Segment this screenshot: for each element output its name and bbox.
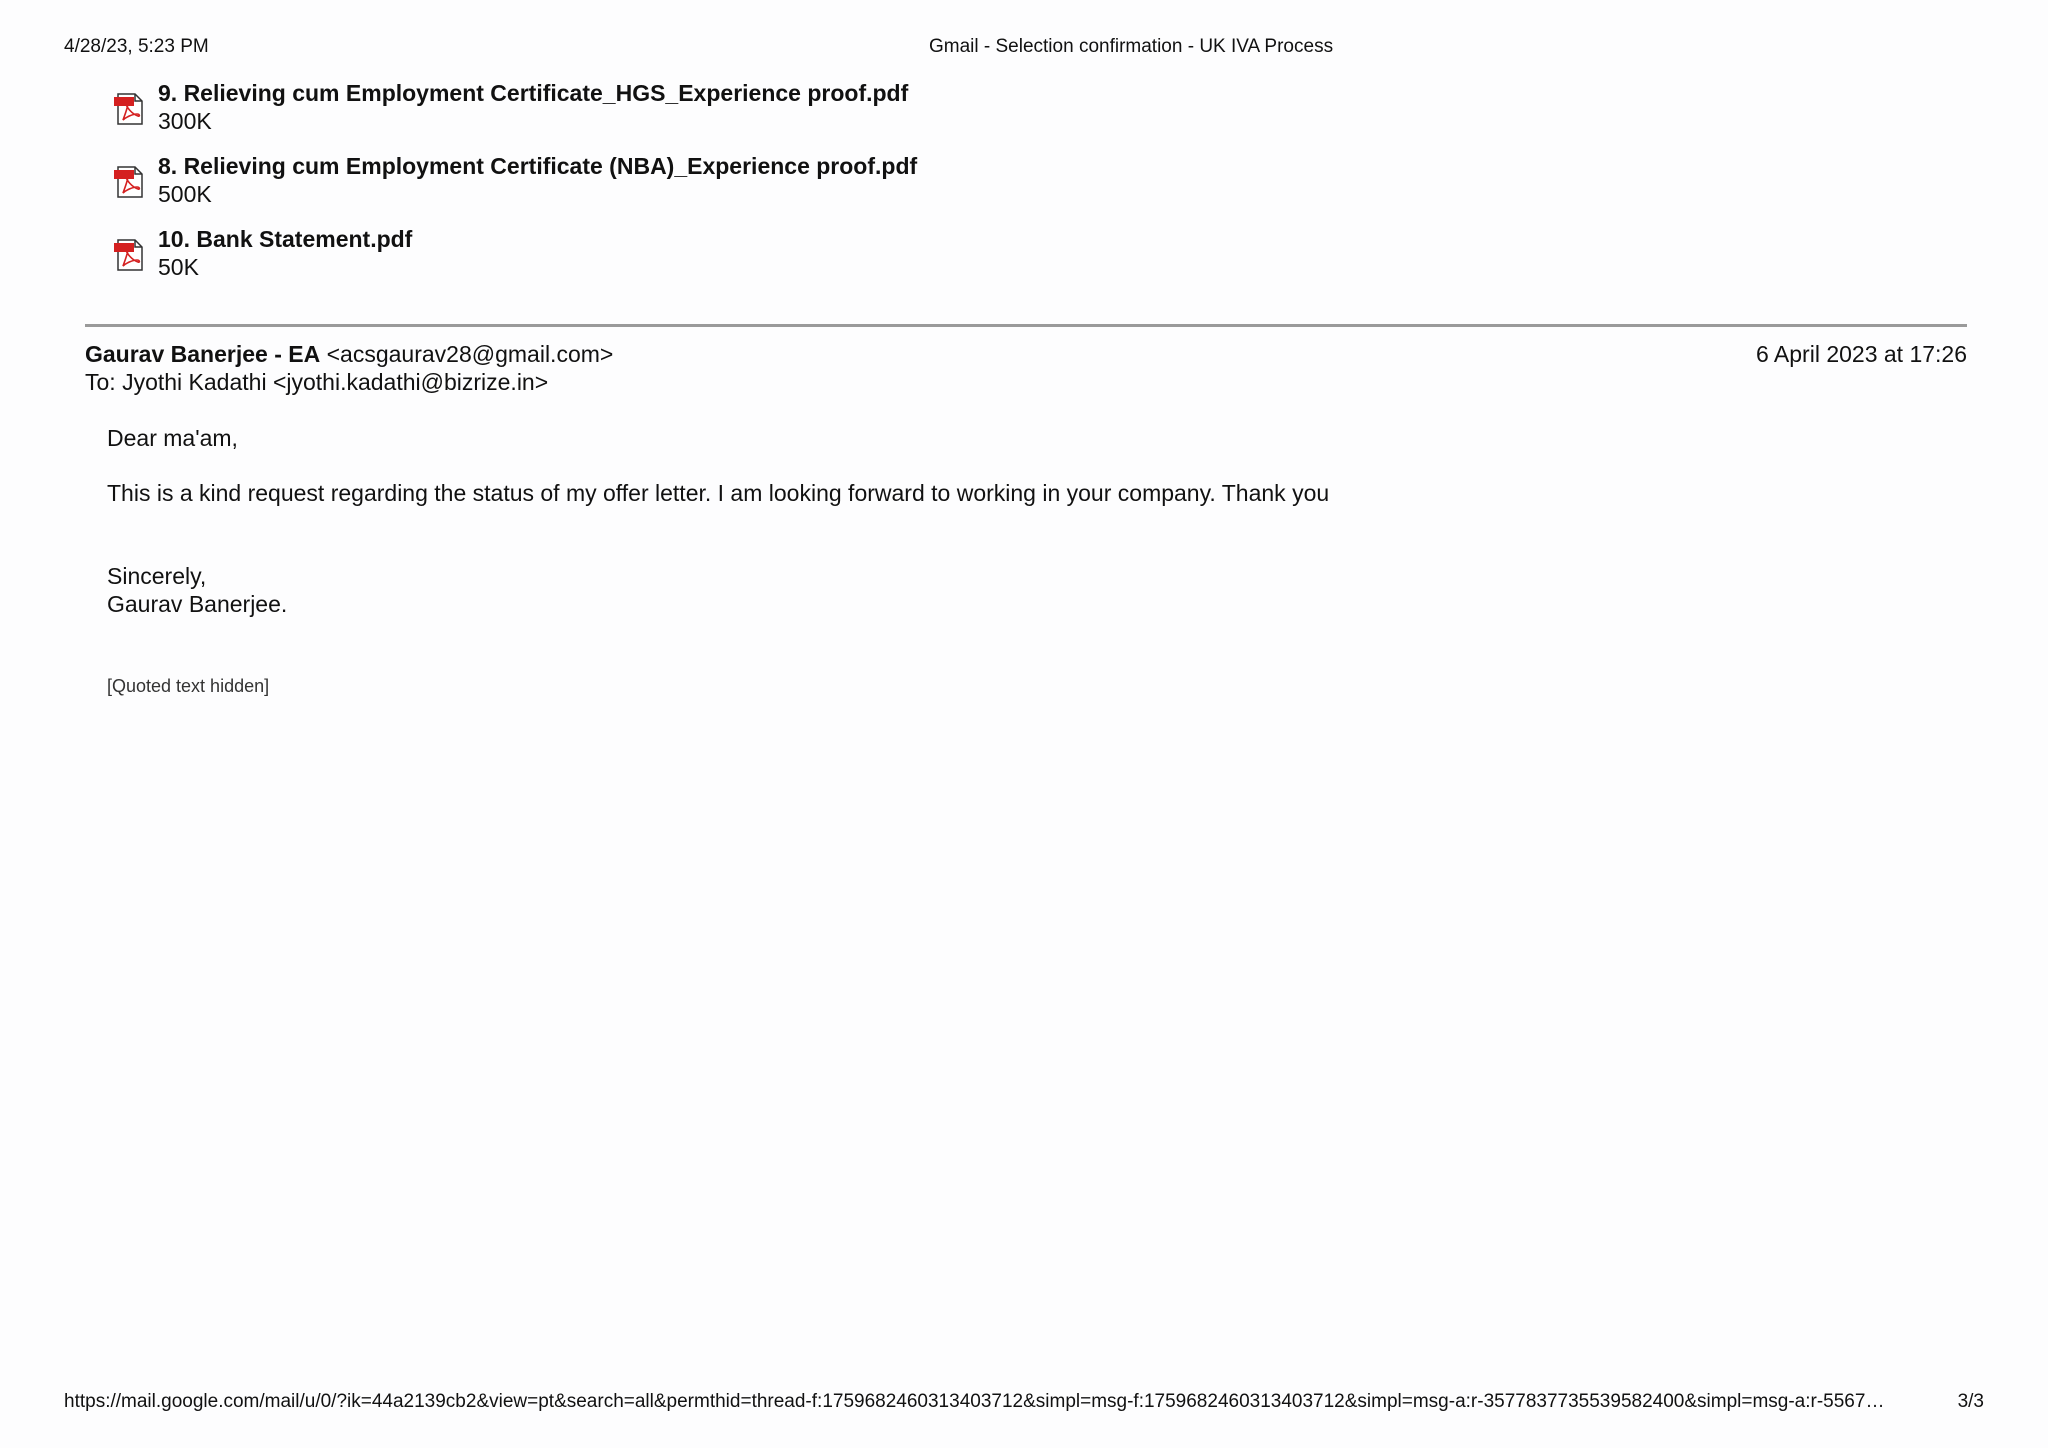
- attachment-name[interactable]: 10. Bank Statement.pdf: [158, 226, 413, 252]
- attachment-name[interactable]: 9. Relieving cum Employment Certificate_HGS_Experience proof.pdf: [158, 80, 909, 106]
- body-signature: Gaurav Banerjee.: [107, 591, 288, 617]
- attachment-size: 500K: [158, 181, 212, 207]
- recipient-line: To: Jyothi Kadathi <jyothi.kadathi@bizrize.in>: [85, 369, 549, 395]
- print-datetime: 4/28/23, 5:23 PM: [64, 36, 209, 57]
- body-greeting: Dear ma'am,: [107, 425, 238, 451]
- sender-email[interactable]: <acsgaurav28@gmail.com>: [326, 341, 614, 367]
- page-number: 3/3: [1957, 1391, 1984, 1412]
- attachment-size: 50K: [158, 254, 199, 280]
- pdf-icon: [114, 92, 146, 126]
- print-url: https://mail.google.com/mail/u/0/?ik=44a2139cb2&view=pt&search=all&permthid=thread-f:1759682460313403712&simpl=msg-f:1759682460313403712&simpl=msg-a:r-3577837735539582400&simpl=msg-a:r-5567…: [64, 1391, 1885, 1412]
- pdf-icon: [114, 238, 146, 272]
- print-header: [64, 36, 1984, 62]
- message-divider: [85, 324, 1967, 327]
- message-body: [107, 424, 1329, 618]
- sender-name: Gaurav Banerjee - EA: [85, 341, 321, 367]
- body-closing: Sincerely,: [107, 563, 207, 589]
- print-title: Gmail - Selection confirmation - UK IVA Process: [929, 36, 1334, 57]
- quoted-text-toggle[interactable]: [Quoted text hidden]: [107, 676, 270, 696]
- body-request: This is a kind request regarding the status of my offer letter. I am looking forward to working in your company. Thank you: [107, 480, 1330, 506]
- message-header: [85, 341, 1967, 396]
- pdf-icon: [114, 165, 146, 199]
- sender-line: [85, 341, 1967, 368]
- attachment-size: 300K: [158, 108, 212, 134]
- attachment-name[interactable]: 8. Relieving cum Employment Certificate (NBA)_Experience proof.pdf: [158, 153, 918, 179]
- message-date: 6 April 2023 at 17:26: [1756, 341, 1967, 367]
